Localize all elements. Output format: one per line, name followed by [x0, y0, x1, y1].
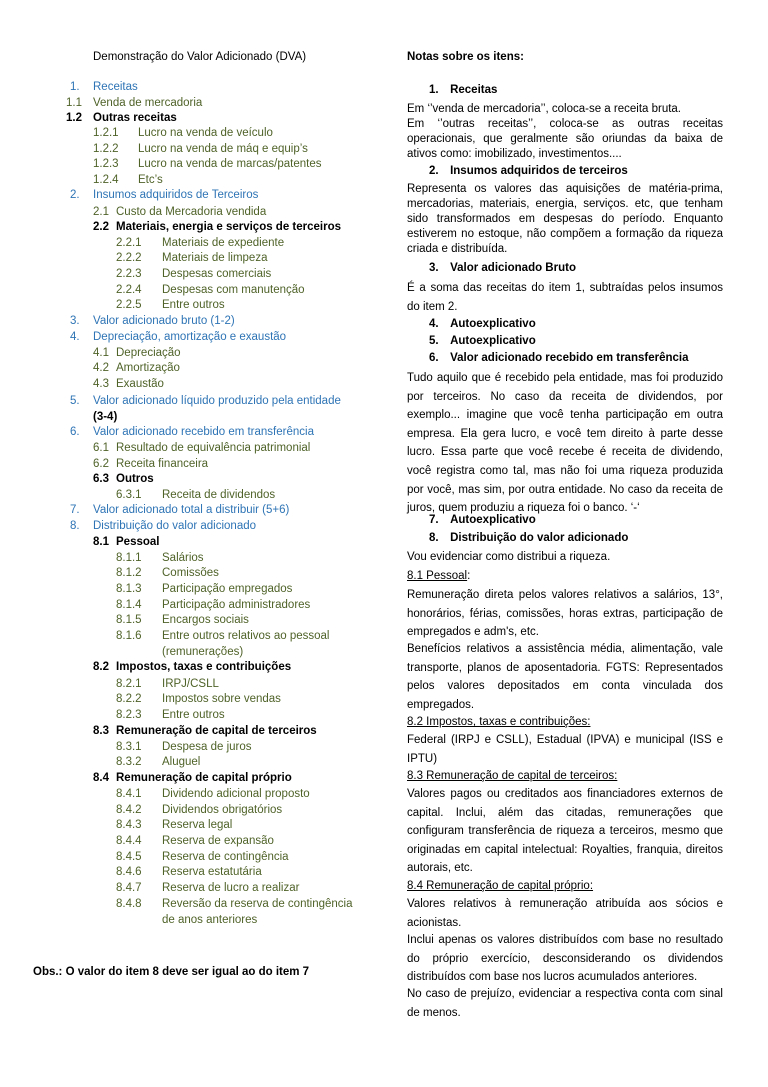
outline-item-number: 1.1 — [66, 97, 82, 109]
outline-item-label: Reserva de expansão — [162, 835, 274, 847]
note-paragraph: Benefícios relativos a assistência média, alimentação, vale transporte, planos de aposentadoria. FGTS: Representados pelos valores depositados em conta vinculada dos empregados. — [407, 643, 723, 711]
outline-item-number: 1.2.2 — [93, 143, 119, 155]
outline-item-label: Custo da Mercadoria vendida — [116, 206, 267, 218]
outline-item-label: Entre outros — [162, 299, 225, 311]
outline-item-label: Materiais, energia e serviços de terceiros — [116, 221, 342, 233]
dva-title: Demonstração do Valor Adicionado (DVA) — [93, 51, 307, 63]
outline-item-label: Entre outros — [162, 709, 225, 721]
outline-item-number: 8.1.2 — [116, 567, 142, 579]
note-heading-4: 4. Autoexplicativo — [429, 318, 536, 330]
outline-item-label: Remuneração de capital próprio — [116, 772, 292, 784]
outline-item-number: 1.2.3 — [93, 158, 119, 170]
outline-item-label: Reserva de lucro a realizar — [162, 882, 300, 894]
outline-item-number: 8. — [70, 520, 80, 532]
note-paragraph: Em ‘’outras receitas’’, coloca-se as outras receitas operacionais, que geralmente são oriundas da baixa de ativos como: imobilizado, investimentos.... — [407, 118, 723, 160]
outline-item-number: 3. — [70, 315, 80, 327]
outline-item-label: Depreciação — [116, 347, 181, 359]
note-paragraph: No caso de prejuízo, evidenciar a respectiva conta com sinal de menos. — [407, 988, 723, 1019]
outline-item-number: 8.1.6 — [116, 630, 142, 642]
outline-item-number: 8.1.3 — [116, 583, 142, 595]
outline-item-number: 8.2.1 — [116, 678, 142, 690]
outline-item-label: Outras receitas — [93, 112, 177, 124]
outline-item-label: Despesas com manutenção — [162, 284, 305, 296]
outline-item-label: Reserva de contingência — [162, 851, 289, 863]
outline-item-number: 8.4.2 — [116, 804, 142, 816]
outline-item-number: 2.2.1 — [116, 237, 142, 249]
outline-item-label: Participação administradores — [162, 599, 311, 611]
outline-item-label: Reserva estatutária — [162, 866, 262, 878]
outline-item-number: 8.2 — [93, 661, 109, 673]
subheading-text: 8.1 Pessoal — [407, 570, 468, 582]
note-paragraph: Valores pagos ou creditados aos financiadores externos de capital. Inclui, além das citadas, remunerações que configuram transferência de riqueza a terceiros, mesmo que originadas em capital intelectual: Royalties, franquia, direitos autorais, etc. — [407, 788, 723, 875]
outline-item-label: Pessoal — [116, 536, 160, 548]
note-paragraph: Valores relativos à remuneração atribuída aos sócios e acionistas. — [407, 898, 723, 929]
outline-item-number: 8.4.5 — [116, 851, 142, 863]
outline-item-label: Amortização — [116, 362, 180, 374]
outline-item-number: 6.3 — [93, 473, 109, 485]
outline-item-label: Dividendos obrigatórios — [162, 804, 283, 816]
outline-item-number: 2.2.5 — [116, 299, 142, 311]
outline-item-label: Exaustão — [116, 378, 164, 390]
outline-item-number: 6.3.1 — [116, 489, 142, 501]
note-paragraph: Inclui apenas os valores distribuídos com base no resultado do próprio exercício, desconsiderando os dividendos distribuídos com base nos lucros acumulados anteriores. — [407, 934, 723, 984]
outline-item-number: 8.4.1 — [116, 788, 142, 800]
outline-item-number: 8.4 — [93, 772, 109, 784]
outline-item-label: Entre outros relativos ao pessoal — [162, 630, 330, 642]
note-paragraph: Em ‘’venda de mercadoria’’, coloca-se a receita bruta. — [407, 103, 682, 115]
outline-item-label: Resultado de equivalência patrimonial — [116, 442, 311, 454]
note-heading-5: 5. Autoexplicativo — [429, 335, 536, 347]
outline-item-label: Insumos adquiridos de Terceiros — [93, 189, 259, 201]
outline-item-label: (remunerações) — [162, 646, 244, 658]
note-heading-1: 1. Receitas — [429, 84, 498, 96]
outline-item-label: Aluguel — [162, 756, 201, 768]
outline-item-label: Valor adicionado recebido em transferência — [93, 426, 314, 438]
outline-item-number: 8.4.7 — [116, 882, 142, 894]
outline-item-label: Remuneração de capital de terceiros — [116, 725, 317, 737]
outline-item-number: 8.3.2 — [116, 756, 142, 768]
outline-item-label: Valor adicionado líquido produzido pela entidade — [93, 395, 341, 407]
note-paragraph: Vou evidenciar como distribui a riqueza. — [407, 551, 611, 563]
outline-item-label: Lucro na venda de marcas/patentes — [138, 158, 322, 170]
outline-item-label: Etc’s — [138, 174, 163, 186]
outline-item-number: 8.4.4 — [116, 835, 142, 847]
outline-item-label: Materiais de limpeza — [162, 252, 268, 264]
outline-item-number: 8.3 — [93, 725, 109, 737]
outline-item-label: Dividendo adicional proposto — [162, 788, 310, 800]
outline-item-number: 8.3.1 — [116, 741, 142, 753]
outline-item-label: Comissões — [162, 567, 219, 579]
outline-item-number: 7. — [70, 504, 80, 516]
outline-item-label: Impostos sobre vendas — [162, 693, 281, 705]
outline-item-label: Reserva legal — [162, 819, 233, 831]
outline-item-number: 6. — [70, 426, 80, 438]
outline-item-number: 8.1.4 — [116, 599, 142, 611]
subheading-colon: : — [467, 570, 471, 582]
outline-item-label: Despesas comerciais — [162, 268, 272, 280]
outline-item-label: Despesa de juros — [162, 741, 252, 753]
outline-item-number: 6.1 — [93, 442, 109, 454]
outline-item-label: Receita financeira — [116, 458, 209, 470]
outline-item-number: 8.4.6 — [116, 866, 142, 878]
notes-title: Notas sobre os itens: — [407, 51, 524, 63]
outline-item-label: Venda de mercadoria — [93, 97, 203, 109]
outline-item-number: 5. — [70, 395, 80, 407]
outline-item-label: Valor adicionado bruto (1-2) — [93, 315, 235, 327]
outline-item-number: 1.2.1 — [93, 127, 119, 139]
outline-item-label: Encargos sociais — [162, 614, 249, 626]
outline-item-label: Distribuição do valor adicionado — [93, 520, 257, 532]
note-paragraph: É a soma das receitas do item 1, subtraídas pelos insumos do item 2. — [407, 282, 723, 313]
outline-item-label: Receita de dividendos — [162, 489, 276, 501]
note-paragraph: Representa os valores das aquisições de matéria-prima, mercadorias, materiais, energia, serviços. etc, que tenham sido transformados em despesas do período. Enquanto estiverem no estoque, não compõem a formação da riqueza criada e distribuída. — [407, 183, 723, 255]
note-paragraph: Tudo aquilo que é recebido pela entidade, mas foi produzido por terceiros. No caso da receita de dividendos, por exemplo... imagine que você tenha participação em outra empresa. Ela gera lucro, e você tem direito à parte desse lucro. Essa parte que você recebe é receita de dividendo, você registra como tal, mas não foi uma riqueza produzida por você, mas sim, por outra entidade. No caso da receita de juros, quem produziu a riqueza foi o banco. ‘-‘ — [407, 372, 723, 515]
outline-item-label: (3-4) — [93, 411, 118, 423]
outline-item-label: Valor adicionado total a distribuir (5+6) — [93, 504, 290, 516]
outline-item-number: 4. — [70, 331, 80, 343]
note-paragraph: Federal (IRPJ e CSLL), Estadual (IPVA) e municipal (ISS e IPTU) — [407, 734, 723, 765]
note-heading-3: 3. Valor adicionado Bruto — [429, 262, 576, 274]
outline-item-label: Participação empregados — [162, 583, 293, 595]
outline-item-number: 2.1 — [93, 206, 109, 218]
outline-item-number: 8.4.3 — [116, 819, 142, 831]
observation-note: Obs.: O valor do item 8 deve ser igual ao do item 7 — [33, 966, 310, 978]
outline-item-number: 8.2.2 — [116, 693, 142, 705]
outline-item-number: 8.1.1 — [116, 552, 142, 564]
outline-item-number: 1. — [70, 81, 80, 93]
outline-item-number: 4.3 — [93, 378, 109, 390]
outline-item-number: 2. — [70, 189, 80, 201]
outline-item-label: Receitas — [93, 81, 138, 93]
note-subheading-8-3: 8.3 Remuneração de capital de terceiros: — [407, 770, 618, 782]
note-heading-7: 7. Autoexplicativo — [429, 514, 536, 526]
note-subheading-8-2: 8.2 Impostos, taxas e contribuições: — [407, 716, 591, 728]
note-paragraph: Remuneração direta pelos valores relativos a salários, 13°, honorários, férias, comissões, horas extras, participação de empregados e adm's, etc. — [407, 589, 723, 639]
outline-item-number: 8.2.3 — [116, 709, 142, 721]
note-subheading-8-4: 8.4 Remuneração de capital próprio: — [407, 880, 594, 892]
outline-item-number: 1.2 — [66, 112, 82, 124]
outline-item-number: 6.2 — [93, 458, 109, 470]
outline-item-label: Outros — [116, 473, 154, 485]
outline-item-label: IRPJ/CSLL — [162, 678, 219, 690]
outline-item-label: Salários — [162, 552, 204, 564]
outline-item-number: 8.4.8 — [116, 898, 142, 910]
outline-item-number: 1.2.4 — [93, 174, 119, 186]
outline-item-label: Depreciação, amortização e exaustão — [93, 331, 287, 343]
outline-item-label: Materiais de expediente — [162, 237, 285, 249]
outline-item-number: 2.2.3 — [116, 268, 142, 280]
note-heading-6: 6. Valor adicionado recebido em transferência — [429, 352, 689, 364]
outline-item-number: 8.1 — [93, 536, 109, 548]
outline-item-label: Reversão da reserva de contingência — [162, 898, 353, 910]
outline-item-label: Lucro na venda de máq e equip’s — [138, 143, 308, 155]
outline-item-label: de anos anteriores — [162, 914, 258, 926]
note-heading-2: 2. Insumos adquiridos de terceiros — [429, 165, 628, 177]
note-heading-8: 8. Distribuição do valor adicionado — [429, 532, 629, 544]
outline-item-number: 2.2 — [93, 221, 109, 233]
outline-item-number: 4.1 — [93, 347, 109, 359]
outline-item-number: 8.1.5 — [116, 614, 142, 626]
outline-item-label: Impostos, taxas e contribuições — [116, 661, 292, 673]
outline-item-number: 2.2.4 — [116, 284, 142, 296]
outline-item-number: 2.2.2 — [116, 252, 142, 264]
note-subheading-8-1 — [407, 567, 723, 586]
outline-item-label: Lucro na venda de veículo — [138, 127, 273, 139]
outline-item-number: 4.2 — [93, 362, 109, 374]
